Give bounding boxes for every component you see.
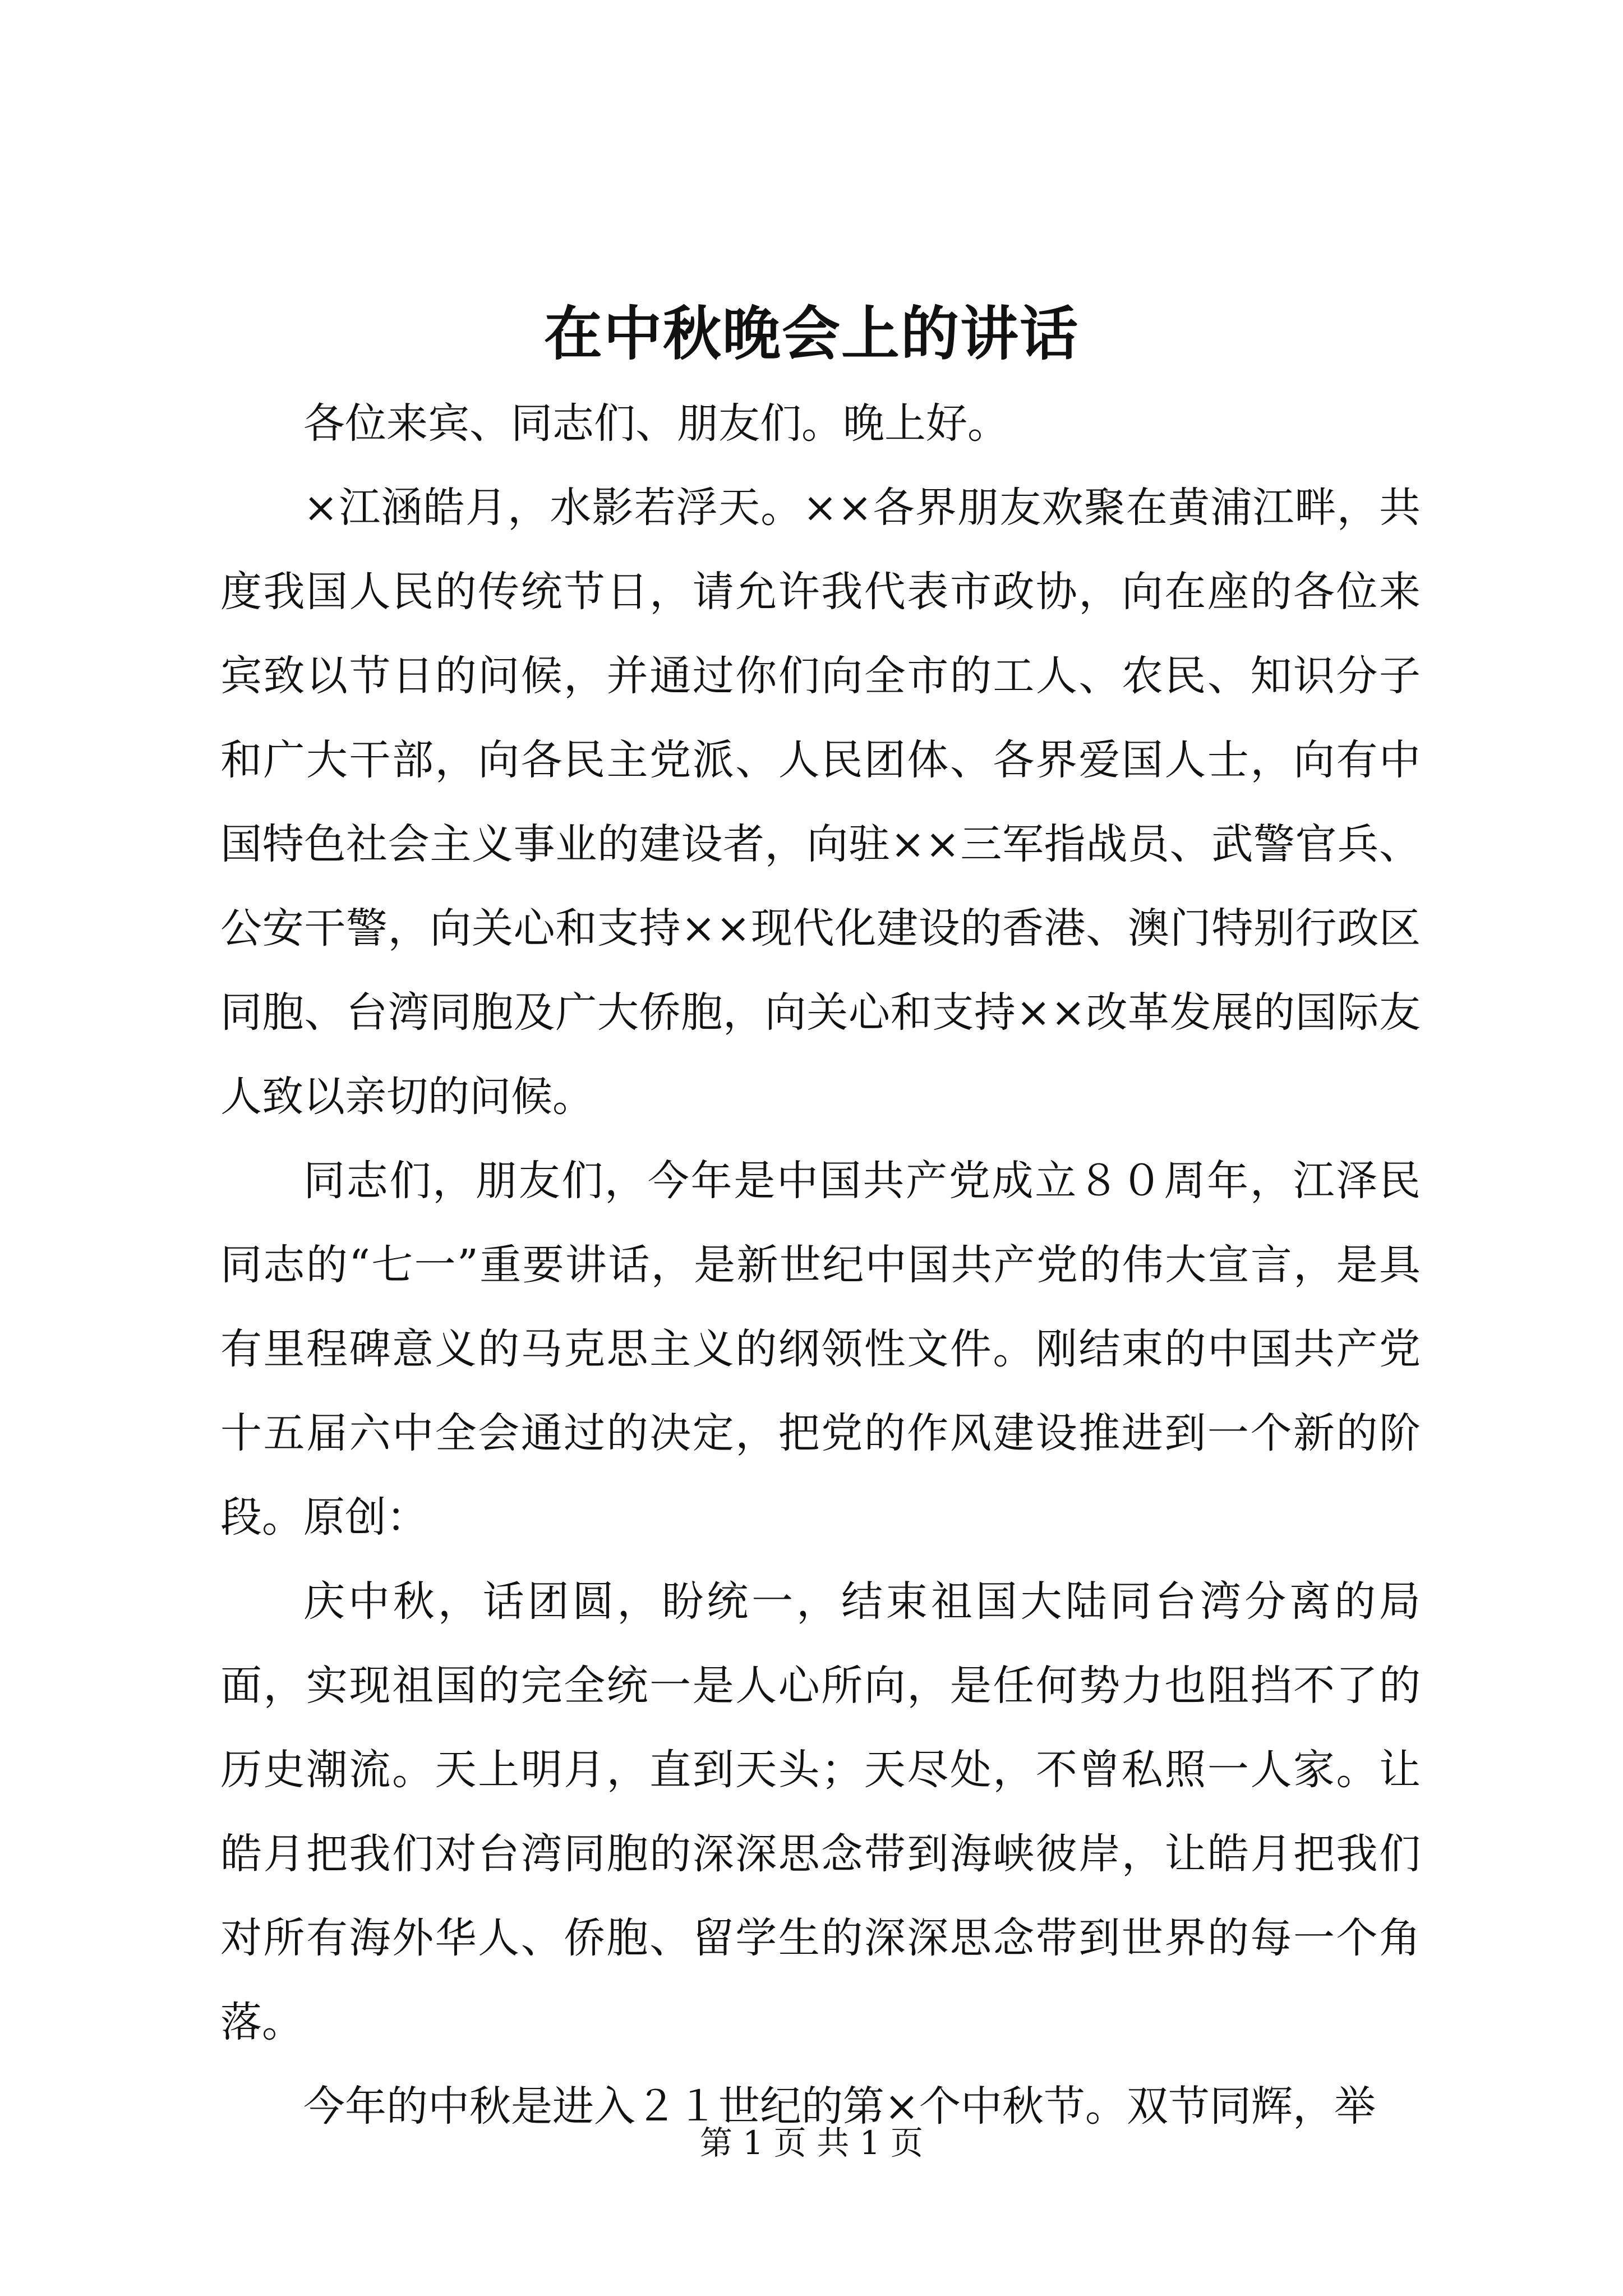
paragraph-reunification: 庆中秋，话团圆，盼统一，结束祖国大陆同台湾分离的局面，实现祖国的完全统一是人心所向，是任何势力也阻挡不了的历史潮流。天上明月，直到天头；天尽处，不曾私照一人家。让皓月把我们对台湾同胞的深深思念带到海峡彼岸，让皓月把我们对所有海外华人、侨胞、留学生的深深思念带到世界的每一个角落。 <box>220 1577 1421 2046</box>
document-body <box>220 381 1421 2148</box>
paragraph-party-anniversary: 同志们，朋友们，今年是中国共产党成立８０周年，江泽民同志的“七一”重要讲话，是新世纪中国共产党的伟大宣言，是具有里程碑意义的马克思主义的纲领性文件。刚结束的中国共产党十五届六中全会通过的决定，把党的作风建设推进到一个新的阶段。原创： <box>220 1157 1421 1542</box>
paragraph-welcome: ×江涵皓月，水影若浮天。××各界朋友欢聚在黄浦江畔，共度我国人民的传统节日，请允许我代表市政协，向在座的各位来宾致以节日的问候，并通过你们向全市的工人、农民、知识分子和广大干部，向各民主党派、人民团体、各界爱国人士，向有中国特色社会主义事业的建设者，向驻××三军指战员、武警官兵、公安干警，向关心和支持××现代化建设的香港、澳门特别行政区同胞、台湾同胞及广大侨胞，向关心和支持××改革发展的国际友人致以亲切的问候。 <box>220 484 1421 1121</box>
paragraph-mid-autumn: 今年的中秋是进入２１世纪的第×个中秋节。双节同辉，举 <box>303 2082 1376 2131</box>
page-footer: 第 1 页 共 1 页 <box>700 2124 923 2162</box>
paragraph-greeting: 各位来宾、同志们、朋友们。晚上好。 <box>303 399 1009 448</box>
document-title: 在中秋晚会上的讲话 <box>543 299 1079 368</box>
